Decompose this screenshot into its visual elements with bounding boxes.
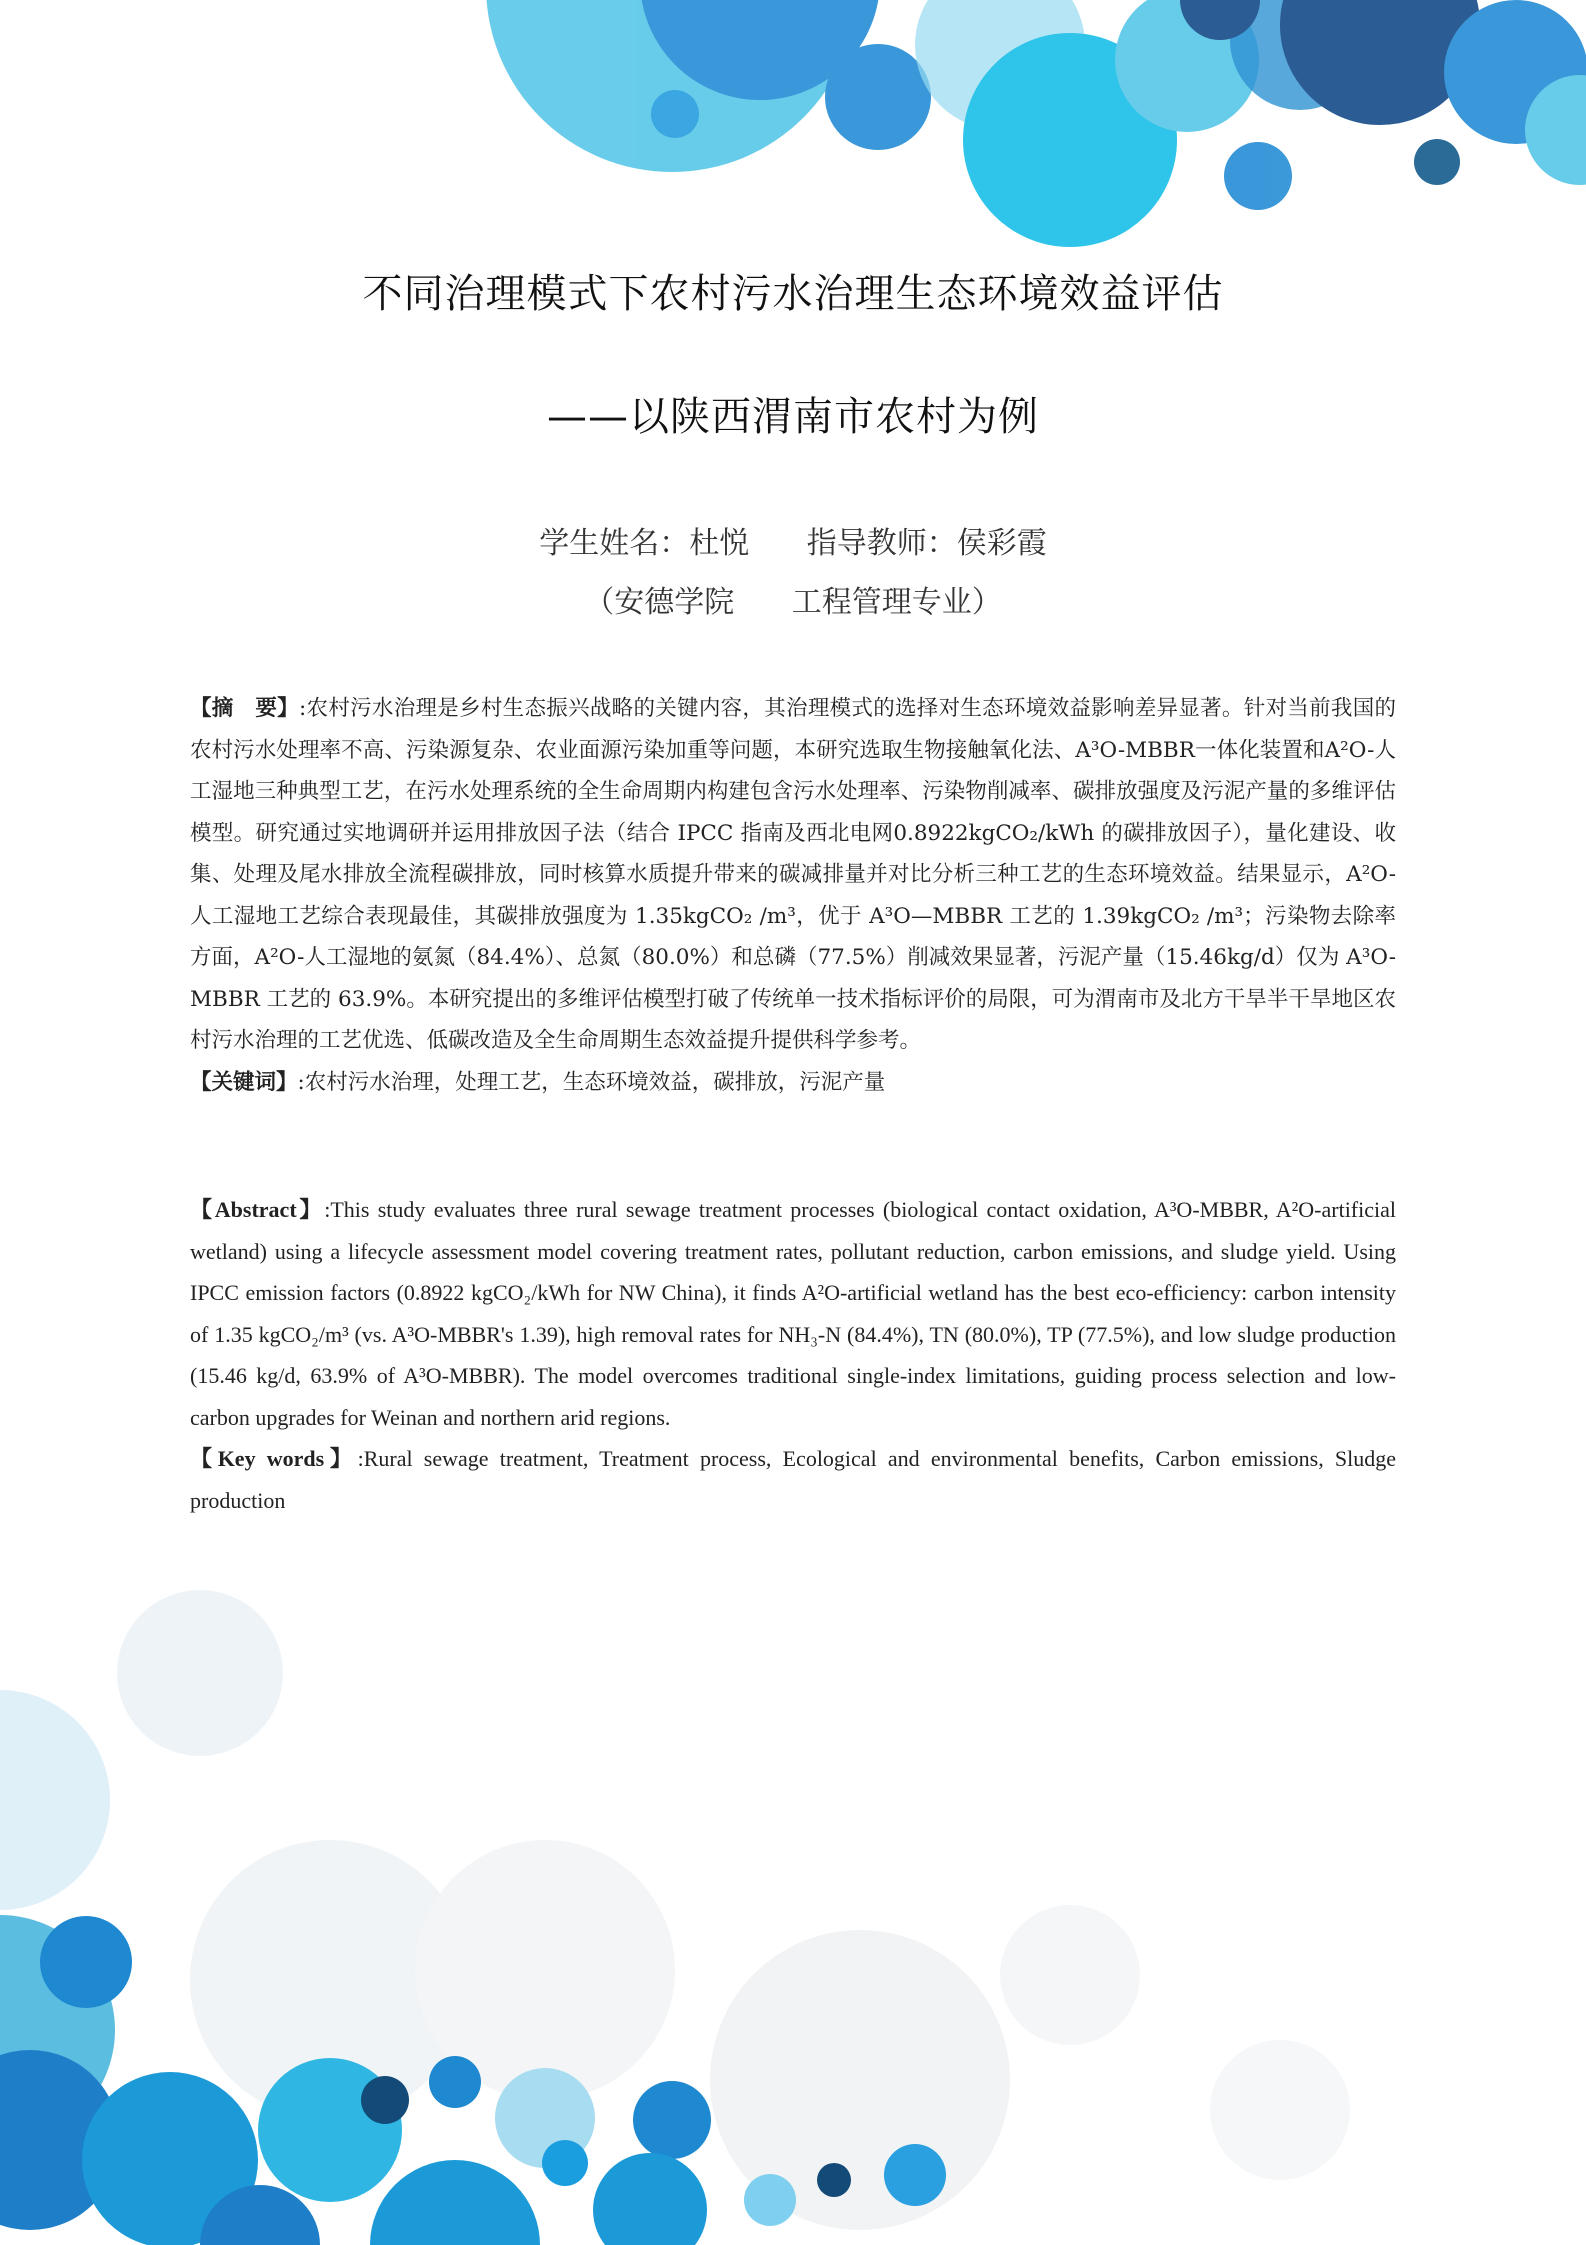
- abstract-cn: [190, 688, 1396, 1062]
- school: （安德学院: [584, 585, 735, 620]
- abstract-en-label: 【Abstract】: [190, 1197, 325, 1222]
- advisor-name: 指导教师：侯彩霞: [806, 526, 1047, 561]
- abstract-cn-label: 【摘 要】: [190, 696, 299, 721]
- keywords-en: [190, 1438, 1396, 1521]
- abstract-en: [190, 1189, 1396, 1438]
- student-name: 学生姓名：杜悦: [539, 526, 750, 561]
- abstract-en-section: [190, 1189, 1396, 1521]
- keywords-cn: [190, 1062, 1396, 1104]
- affiliation-line: [0, 577, 1586, 621]
- keywords-en-text: :Rural sewage treatment, Treatment process, Ecological and environmental benefits, Carbon emissions, Sludge production: [190, 1446, 1397, 1513]
- keywords-cn-text: :农村污水治理，处理工艺，生态环境效益，碳排放，污泥产量: [297, 1069, 886, 1095]
- author-line: [0, 518, 1586, 562]
- paper-title: 不同治理模式下农村污水治理生态环境效益评估: [362, 271, 1224, 317]
- decorative-circles-bottom: [0, 1590, 1350, 2245]
- abstract-en-text: :This study evaluates three rural sewage treatment processes (biological contact oxidation, A³O-MBBR, A²O-artificial wetland) using a lifecycle assessment model covering treatment rates, pollutant reduction, carbon emissions, and sludge yield. Using IPCC emission factors (0.8922 kgCO₂/kWh for NW China), it finds A²O-artificial wetland has the best eco-efficiency: carbon intensity of 1.35 kgCO₂/m³ (vs. A³O-MBBR's 1.39), high removal rates for NH₃-N (84.4%), TN (80.0%), TP (77.5%), and low sludge production (15.46 kg/d, 63.9% of A³O-MBBR). The model overcomes traditional single-index limitations, guiding process selection and low-carbon upgrades for Weinan and northern arid regions.: [190, 1197, 1396, 1430]
- abstract-cn-section: [190, 688, 1396, 1103]
- abstract-cn-text: :农村污水治理是乡村生态振兴战略的关键内容，其治理模式的选择对生态环境效益影响差异显著。针对当前我国的农村污水处理率不高、污染源复杂、农业面源污染加重等问题，本研究选取生物接触氧化法、A³O-MBBR一体化装置和A²O-人工湿地三种典型工艺，在污水处理系统的全生命周期内构建包含污水处理率、污染物削减率、碳排放强度及污泥产量的多维评估模型。研究通过实地调研并运用排放因子法（结合 IPCC 指南及西北电网0.8922kgCO₂/kWh 的碳排放因子），量化建设、收集、处理及尾水排放全流程碳排放，同时核算水质提升带来的碳减排量并对比分析三种工艺的生态环境效益。结果显示，A²O-人工湿地工艺综合表现最佳，其碳排放强度为 1.35kgCO₂ /m³，优于 A³O—MBBR 工艺的 1.39kgCO₂ /m³；污染物去除率方面，A²O-人工湿地的氨氮（84.4%）、总氮（80.0%）和总磷（77.5%）削减效果显著，污泥产量（15.46kg/d）仅为 A³O-MBBR 工艺的 63.9%。本研究提出的多维评估模型打破了传统单一技术指标评价的局限，可为渭南市及北方干旱半干旱地区农村污水治理的工艺优选、低碳改造及全生命周期生态效益提升提供科学参考。: [190, 696, 1397, 1053]
- major: 工程管理专业）: [791, 585, 1002, 620]
- paper-subtitle: ——以陕西渭南市农村为例: [547, 394, 1039, 440]
- keywords-en-label: 【Key words】: [190, 1446, 358, 1471]
- keywords-cn-label: 【关键词】: [190, 1069, 298, 1095]
